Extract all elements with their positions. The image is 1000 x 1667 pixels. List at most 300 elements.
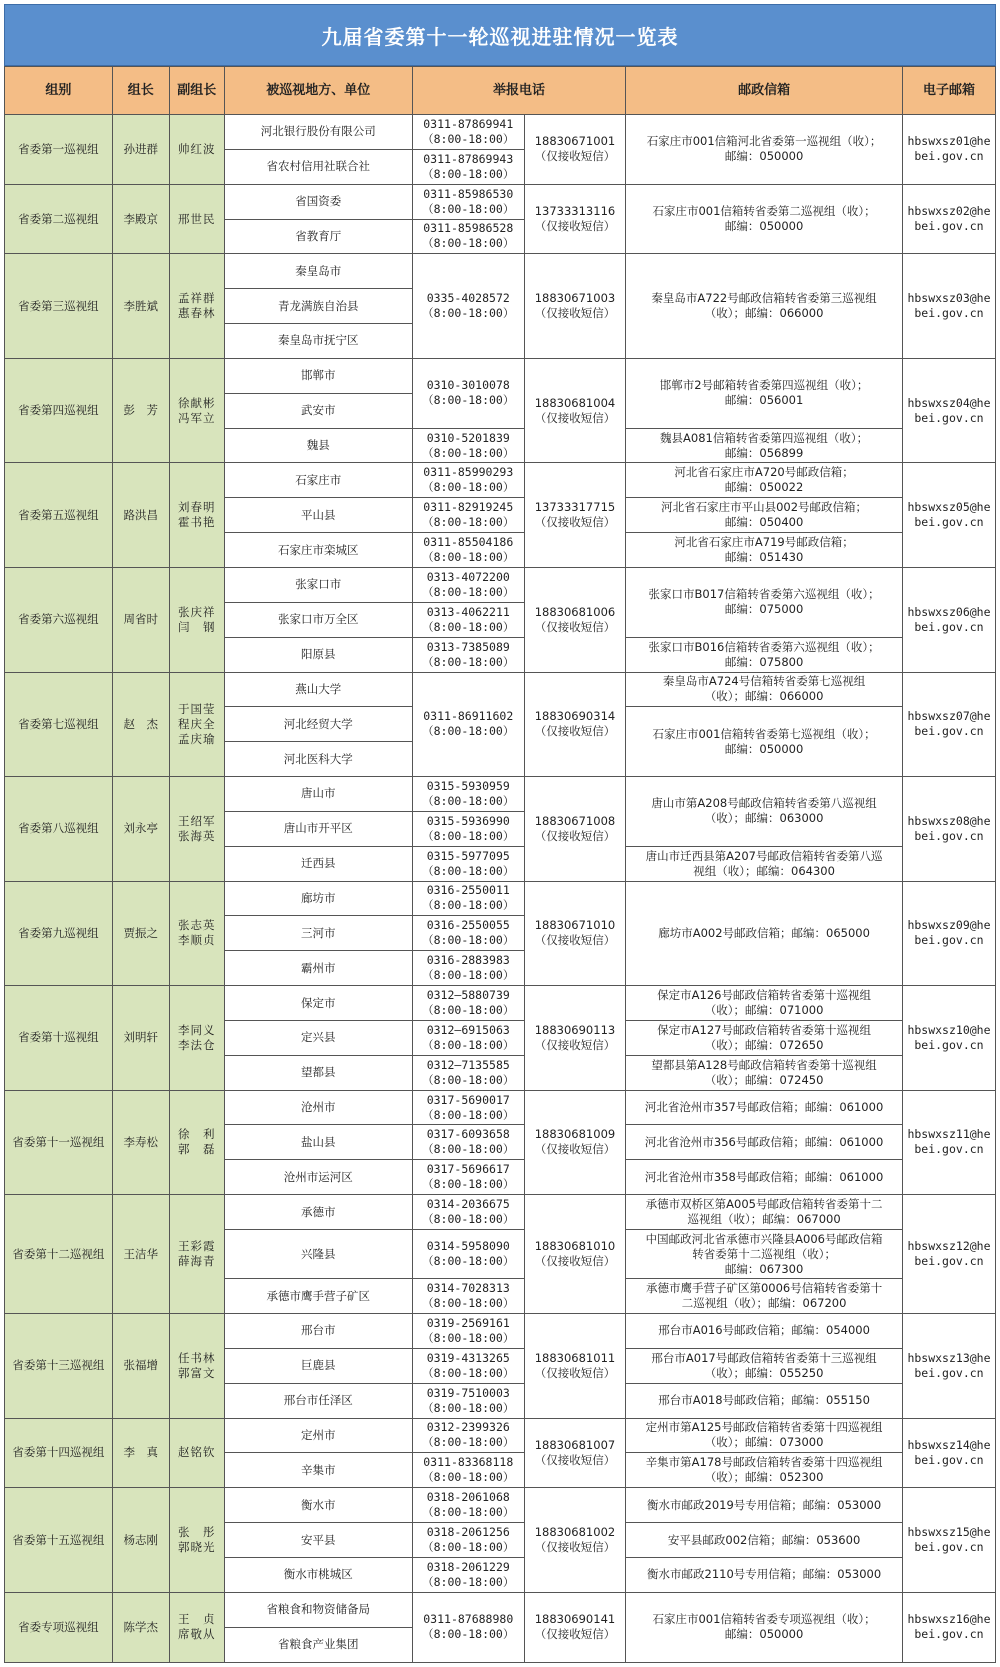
table-row bbox=[5, 1418, 996, 1453]
report-phone bbox=[412, 1160, 524, 1195]
report-phone bbox=[412, 428, 524, 463]
postal-box bbox=[626, 707, 903, 777]
postal-box bbox=[626, 498, 903, 533]
text-line: （8:00-18:00） bbox=[422, 584, 515, 599]
sms-phone bbox=[524, 1592, 625, 1662]
inspected-unit: 邢台市任泽区 bbox=[224, 1383, 412, 1418]
text-line: 于国莹 bbox=[178, 701, 216, 716]
report-phone bbox=[412, 846, 524, 881]
email-address[interactable]: hbswxsz03@hebei.gov.cn bbox=[902, 254, 995, 359]
text-line: 18830681009 bbox=[534, 1127, 616, 1142]
text-line: 二巡视组（收）；邮编：067200 bbox=[681, 1296, 847, 1311]
text-line: 河北省石家庄市A720号邮政信箱； bbox=[674, 465, 854, 480]
email-address[interactable]: hbswxsz05@hebei.gov.cn bbox=[902, 463, 995, 568]
inspected-unit: 武安市 bbox=[224, 393, 412, 428]
text-line: 郭晓光 bbox=[178, 1540, 216, 1555]
postal-box bbox=[626, 672, 903, 707]
email-address[interactable]: hbswxsz02@hebei.gov.cn bbox=[902, 184, 995, 254]
text-line: 定州市第A125号邮政信箱转省委第十四巡视组 bbox=[645, 1420, 883, 1435]
text-line: 张志英 bbox=[178, 918, 216, 933]
text-line: 邢台市A018号邮政信箱；邮编：055150 bbox=[658, 1393, 870, 1408]
inspected-unit: 邯郸市 bbox=[224, 358, 412, 393]
text-line: 0310-3010078 bbox=[426, 378, 510, 393]
table-row bbox=[5, 1488, 996, 1523]
text-line: （仅接收短信） bbox=[534, 933, 616, 948]
text-line: 秦皇岛市A722号邮政信箱转省委第三巡视组 bbox=[651, 291, 877, 306]
postal-box bbox=[626, 1383, 903, 1418]
text-line: （8:00-18:00） bbox=[422, 131, 515, 146]
text-line: （8:00-18:00） bbox=[422, 445, 515, 460]
email-address[interactable]: hbswxsz09@hebei.gov.cn bbox=[902, 881, 995, 986]
inspected-unit: 承德市 bbox=[224, 1195, 412, 1230]
text-line: 石家庄市001信箱转省委第二巡视组（收）； bbox=[652, 204, 876, 219]
report-phone bbox=[412, 498, 524, 533]
text-line: 张家口市B016信箱转省委第六巡视组（收）； bbox=[648, 639, 880, 654]
text-line: （8:00-18:00） bbox=[422, 1296, 515, 1311]
text-line: 0313-7385089 bbox=[426, 639, 510, 654]
text-line: 0319-2569161 bbox=[426, 1315, 510, 1330]
table-row bbox=[5, 672, 996, 707]
group-leader: 贾振之 bbox=[112, 881, 169, 986]
text-line: （仅接收短信） bbox=[534, 515, 616, 530]
text-line: （收）；邮编：073000 bbox=[704, 1435, 824, 1450]
postal-box bbox=[626, 1453, 903, 1488]
report-phone bbox=[412, 567, 524, 602]
group-name: 省委第十一巡视组 bbox=[5, 1090, 113, 1195]
text-line: （仅接收短信） bbox=[534, 149, 616, 164]
text-line: （8:00-18:00） bbox=[422, 480, 515, 495]
text-line: （仅接收短信） bbox=[534, 828, 616, 843]
text-line: （收）；邮编：066000 bbox=[704, 689, 824, 704]
report-phone bbox=[412, 358, 524, 428]
email-address[interactable]: hbswxsz01@hebei.gov.cn bbox=[902, 115, 995, 185]
text-line: 18830671001 bbox=[534, 134, 616, 149]
text-line: 王 贞 bbox=[178, 1612, 216, 1627]
email-address[interactable]: hbswxsz07@hebei.gov.cn bbox=[902, 672, 995, 777]
text-line: 0312-2399326 bbox=[426, 1420, 510, 1435]
text-line: 0316-2550011 bbox=[426, 883, 510, 898]
text-line: 邮编：050022 bbox=[724, 480, 804, 495]
header-group: 组别 bbox=[5, 67, 113, 115]
text-line: 邮编：050000 bbox=[724, 1627, 804, 1642]
text-line: （8:00-18:00） bbox=[422, 898, 515, 913]
text-line: （8:00-18:00） bbox=[422, 1003, 515, 1018]
text-line: 保定市A126号邮政信箱转省委第十巡视组 bbox=[657, 988, 871, 1003]
text-line: 李顺贞 bbox=[178, 933, 216, 948]
postal-box bbox=[626, 1230, 903, 1279]
report-phone bbox=[412, 1020, 524, 1055]
postal-box bbox=[626, 637, 903, 672]
text-line: 衡水市邮政2110号专用信箱；邮编：053000 bbox=[647, 1567, 882, 1582]
text-line: 0311-83368118 bbox=[423, 1455, 514, 1470]
text-line: 河北省沧州市356号邮政信箱；邮编：061000 bbox=[644, 1134, 884, 1149]
text-line: （8:00-18:00） bbox=[422, 793, 515, 808]
report-phone bbox=[412, 1488, 524, 1523]
postal-box bbox=[626, 1090, 903, 1125]
group-leader: 刘明轩 bbox=[112, 986, 169, 1091]
text-line: 河北省沧州市358号邮政信箱；邮编：061000 bbox=[644, 1169, 884, 1184]
text-line: （8:00-18:00） bbox=[422, 1072, 515, 1087]
table-row bbox=[5, 1592, 996, 1627]
text-line: 衡水市邮政2019号专用信箱；邮编：053000 bbox=[647, 1497, 882, 1512]
text-line: 0311-85986528 bbox=[423, 221, 514, 236]
email-address[interactable]: hbswxsz11@hebei.gov.cn bbox=[902, 1090, 995, 1195]
group-leader: 彭 芳 bbox=[112, 358, 169, 463]
report-phone bbox=[412, 637, 524, 672]
postal-box bbox=[626, 428, 903, 463]
text-line: （8:00-18:00） bbox=[422, 1505, 515, 1520]
text-line: （8:00-18:00） bbox=[422, 306, 515, 321]
group-leader: 张福增 bbox=[112, 1314, 169, 1419]
text-line: 中国邮政河北省承德市兴隆县A006号邮政信箱 bbox=[645, 1231, 883, 1246]
group-deputies bbox=[169, 115, 224, 185]
group-leader: 李 真 bbox=[112, 1418, 169, 1488]
report-phone bbox=[412, 916, 524, 951]
text-line: 赵铭钦 bbox=[178, 1445, 216, 1460]
report-phone bbox=[412, 1348, 524, 1383]
text-line: 0319-4313265 bbox=[426, 1350, 510, 1365]
text-line: （8:00-18:00） bbox=[422, 1212, 515, 1227]
group-leader: 王洁华 bbox=[112, 1195, 169, 1314]
text-line: （8:00-18:00） bbox=[422, 1400, 515, 1415]
report-phone bbox=[412, 1383, 524, 1418]
postal-box bbox=[626, 846, 903, 881]
text-line: 0316-2550055 bbox=[426, 918, 510, 933]
postal-box bbox=[626, 1418, 903, 1453]
text-line: （8:00-18:00） bbox=[422, 619, 515, 634]
table-row bbox=[5, 1090, 996, 1125]
group-name: 省委第十四巡视组 bbox=[5, 1418, 113, 1488]
table-row bbox=[5, 184, 996, 219]
text-line: 王彩霞 bbox=[178, 1239, 216, 1254]
text-line: 0315-5977095 bbox=[426, 848, 510, 863]
inspected-unit: 省农村信用社联合社 bbox=[224, 149, 412, 184]
inspected-unit: 石家庄市栾城区 bbox=[224, 533, 412, 568]
text-line: 邮编：050400 bbox=[724, 515, 804, 530]
group-deputies bbox=[169, 567, 224, 672]
text-line: （8:00-18:00） bbox=[422, 1107, 515, 1122]
group-name: 省委第九巡视组 bbox=[5, 881, 113, 986]
group-name: 省委第二巡视组 bbox=[5, 184, 113, 254]
inspected-unit: 省粮食和物资储备局 bbox=[224, 1592, 412, 1627]
text-line: 0314-5958090 bbox=[426, 1239, 510, 1254]
text-line: （仅接收短信） bbox=[534, 1540, 616, 1555]
group-leader: 周省时 bbox=[112, 567, 169, 672]
text-line: 秦皇岛市A724号信箱转省委第七巡视组 bbox=[662, 674, 866, 689]
email-address[interactable]: hbswxsz13@hebei.gov.cn bbox=[902, 1314, 995, 1419]
inspected-unit: 沧州市 bbox=[224, 1090, 412, 1125]
text-line: （8:00-18:00） bbox=[422, 1470, 515, 1485]
table-row bbox=[5, 567, 996, 602]
group-deputies bbox=[169, 1195, 224, 1314]
text-line: 邮编：050000 bbox=[724, 149, 804, 164]
group-deputies bbox=[169, 986, 224, 1091]
text-line: 0318-2061256 bbox=[426, 1525, 510, 1540]
sms-phone bbox=[524, 777, 625, 882]
inspected-unit: 望都县 bbox=[224, 1055, 412, 1090]
group-leader: 李殿京 bbox=[112, 184, 169, 254]
header-row bbox=[5, 67, 996, 115]
text-line: 18830681004 bbox=[534, 395, 616, 410]
text-line: （8:00-18:00） bbox=[422, 550, 515, 565]
text-line: 石家庄市001信箱河北省委第一巡视组（收）； bbox=[646, 134, 882, 149]
text-line: 0311-85990293 bbox=[423, 465, 514, 480]
group-name: 省委第六巡视组 bbox=[5, 567, 113, 672]
text-line: 0335-4028572 bbox=[426, 291, 510, 306]
text-line: 邢世民 bbox=[178, 211, 216, 226]
text-line: 0312—6915063 bbox=[426, 1022, 510, 1037]
text-line: （仅接收短信） bbox=[534, 724, 616, 739]
text-line: 18830671010 bbox=[534, 918, 616, 933]
text-line: 18830681010 bbox=[534, 1239, 616, 1254]
postal-box bbox=[626, 567, 903, 637]
text-line: （8:00-18:00） bbox=[422, 166, 515, 181]
inspected-unit: 张家口市 bbox=[224, 567, 412, 602]
email-address[interactable]: hbswxsz06@hebei.gov.cn bbox=[902, 567, 995, 672]
postal-box bbox=[626, 463, 903, 498]
table-row bbox=[5, 777, 996, 812]
text-line: 0311-87869943 bbox=[423, 151, 514, 166]
text-line: 唐山市第A208号邮政信箱转省委第八巡视组 bbox=[651, 796, 877, 811]
inspected-unit: 秦皇岛市 bbox=[224, 254, 412, 289]
inspected-unit: 魏县 bbox=[224, 428, 412, 463]
postal-box bbox=[626, 1488, 903, 1523]
text-line: （8:00-18:00） bbox=[422, 933, 515, 948]
sms-phone bbox=[524, 1314, 625, 1419]
sms-phone bbox=[524, 567, 625, 672]
text-line: 0318-2061068 bbox=[426, 1490, 510, 1505]
text-line: 18830690314 bbox=[534, 709, 616, 724]
text-line: 0313-4062211 bbox=[426, 604, 510, 619]
postal-box bbox=[626, 1348, 903, 1383]
sms-phone bbox=[524, 1488, 625, 1593]
report-phone bbox=[412, 672, 524, 777]
text-line: 郭 磊 bbox=[178, 1142, 216, 1157]
text-line: （仅接收短信） bbox=[534, 219, 616, 234]
table-row bbox=[5, 115, 996, 150]
text-line: （8:00-18:00） bbox=[422, 1254, 515, 1269]
header-leader: 组长 bbox=[112, 67, 169, 115]
email-address[interactable]: hbswxsz15@hebei.gov.cn bbox=[902, 1488, 995, 1593]
inspected-unit: 唐山市开平区 bbox=[224, 811, 412, 846]
text-line: 张 彤 bbox=[178, 1525, 216, 1540]
text-line: 18830690113 bbox=[534, 1022, 616, 1037]
text-line: （收）；邮编：052300 bbox=[704, 1470, 824, 1485]
inspected-unit: 廊坊市 bbox=[224, 881, 412, 916]
text-line: （8:00-18:00） bbox=[422, 1177, 515, 1192]
header-post: 邮政信箱 bbox=[626, 67, 903, 115]
group-leader: 李胜斌 bbox=[112, 254, 169, 359]
text-line: 18830671008 bbox=[534, 813, 616, 828]
email-address[interactable]: hbswxsz14@hebei.gov.cn bbox=[902, 1418, 995, 1488]
postal-box bbox=[626, 777, 903, 847]
text-line: 18830681006 bbox=[534, 604, 616, 619]
text-line: 王绍军 bbox=[178, 813, 216, 828]
group-deputies bbox=[169, 1314, 224, 1419]
email-address[interactable]: hbswxsz10@hebei.gov.cn bbox=[902, 986, 995, 1091]
text-line: 18830690141 bbox=[534, 1612, 616, 1627]
group-deputies bbox=[169, 777, 224, 882]
text-line: （8:00-18:00） bbox=[422, 1435, 515, 1450]
text-line: 0313-4072200 bbox=[426, 569, 510, 584]
text-line: 任书林 bbox=[178, 1350, 216, 1365]
sms-phone bbox=[524, 1090, 625, 1195]
postal-box bbox=[626, 1314, 903, 1349]
inspected-unit: 张家口市万全区 bbox=[224, 602, 412, 637]
text-line: 邮编：075800 bbox=[724, 654, 804, 669]
report-phone bbox=[412, 1523, 524, 1558]
inspected-unit: 河北银行股份有限公司 bbox=[224, 115, 412, 150]
text-line: （8:00-18:00） bbox=[422, 968, 515, 983]
inspected-unit: 霸州市 bbox=[224, 951, 412, 986]
group-deputies bbox=[169, 672, 224, 777]
text-line: 石家庄市001信箱转省委第七巡视组（收）； bbox=[652, 726, 876, 741]
postal-box bbox=[626, 1279, 903, 1314]
text-line: 闫 钢 bbox=[178, 619, 216, 634]
report-phone bbox=[412, 533, 524, 568]
group-leader: 李寿松 bbox=[112, 1090, 169, 1195]
table-row bbox=[5, 254, 996, 289]
email-address[interactable]: hbswxsz04@hebei.gov.cn bbox=[902, 358, 995, 463]
text-line: 0311-85504186 bbox=[423, 535, 514, 550]
report-phone bbox=[412, 777, 524, 812]
text-line: 13733317715 bbox=[534, 500, 616, 515]
table-row bbox=[5, 986, 996, 1021]
report-phone bbox=[412, 1592, 524, 1662]
postal-box bbox=[626, 1125, 903, 1160]
table-row bbox=[5, 358, 996, 393]
group-name: 省委第十三巡视组 bbox=[5, 1314, 113, 1419]
group-leader: 杨志刚 bbox=[112, 1488, 169, 1593]
inspected-unit: 唐山市 bbox=[224, 777, 412, 812]
text-line: （8:00-18:00） bbox=[422, 1574, 515, 1589]
text-line: 邮编：056899 bbox=[724, 445, 804, 460]
postal-box bbox=[626, 1557, 903, 1592]
report-phone bbox=[412, 1230, 524, 1279]
postal-box bbox=[626, 1055, 903, 1090]
report-phone bbox=[412, 184, 524, 219]
inspected-unit: 承德市鹰手营子矿区 bbox=[224, 1279, 412, 1314]
sms-phone bbox=[524, 881, 625, 986]
sms-phone bbox=[524, 184, 625, 254]
inspected-unit: 定州市 bbox=[224, 1418, 412, 1453]
text-line: 帅红波 bbox=[178, 141, 216, 156]
text-line: 李法仓 bbox=[178, 1037, 216, 1052]
text-line: 18830681002 bbox=[534, 1525, 616, 1540]
group-name: 省委专项巡视组 bbox=[5, 1592, 113, 1662]
header-deputy: 副组长 bbox=[169, 67, 224, 115]
text-line: 承德市鹰手营子矿区第0006号信箱转省委第十 bbox=[645, 1281, 883, 1296]
page-title: 九届省委第十一轮巡视进驻情况一览表 bbox=[4, 4, 996, 66]
text-line: 薛海青 bbox=[178, 1254, 216, 1269]
email-address[interactable]: hbswxsz08@hebei.gov.cn bbox=[902, 777, 995, 882]
text-line: 邮编：067300 bbox=[724, 1261, 804, 1276]
text-line: 河北省沧州市357号邮政信箱；邮编：061000 bbox=[644, 1100, 884, 1115]
report-phone bbox=[412, 986, 524, 1021]
group-leader: 孙进群 bbox=[112, 115, 169, 185]
group-leader: 刘永亭 bbox=[112, 777, 169, 882]
group-deputies bbox=[169, 881, 224, 986]
text-line: （收）；邮编：072650 bbox=[704, 1037, 824, 1052]
text-line: 0312—5880739 bbox=[426, 988, 510, 1003]
group-deputies bbox=[169, 463, 224, 568]
group-deputies bbox=[169, 1488, 224, 1593]
text-line: （仅接收短信） bbox=[534, 1627, 616, 1642]
report-phone bbox=[412, 1314, 524, 1349]
group-name: 省委第八巡视组 bbox=[5, 777, 113, 882]
report-phone bbox=[412, 1055, 524, 1090]
group-name: 省委第五巡视组 bbox=[5, 463, 113, 568]
text-line: （仅接收短信） bbox=[534, 306, 616, 321]
text-line: 巡视组（收）；邮编：067000 bbox=[687, 1212, 841, 1227]
inspected-unit: 省教育厅 bbox=[224, 219, 412, 254]
text-line: 0312—7135585 bbox=[426, 1057, 510, 1072]
inspected-unit: 保定市 bbox=[224, 986, 412, 1021]
text-line: 邢台市A016号邮政信箱；邮编：054000 bbox=[658, 1323, 870, 1338]
report-phone bbox=[412, 811, 524, 846]
text-line: 河北省石家庄市A719号邮政信箱； bbox=[674, 535, 854, 550]
report-phone bbox=[412, 219, 524, 254]
text-line: 0318-2061229 bbox=[426, 1559, 510, 1574]
report-phone bbox=[412, 115, 524, 150]
report-phone bbox=[412, 951, 524, 986]
text-line: 18830671003 bbox=[534, 291, 616, 306]
text-line: 0311-85986530 bbox=[423, 186, 514, 201]
group-leader: 赵 杰 bbox=[112, 672, 169, 777]
inspected-unit: 兴隆县 bbox=[224, 1230, 412, 1279]
inspected-unit: 定兴县 bbox=[224, 1020, 412, 1055]
header-email: 电子邮箱 bbox=[902, 67, 995, 115]
sms-phone bbox=[524, 358, 625, 463]
text-line: （8:00-18:00） bbox=[422, 1037, 515, 1052]
text-line: 0317-5690017 bbox=[426, 1092, 510, 1107]
report-phone bbox=[412, 881, 524, 916]
text-line: 徐献彬 bbox=[178, 395, 216, 410]
inspected-unit: 平山县 bbox=[224, 498, 412, 533]
text-line: （收）；邮编：072450 bbox=[704, 1072, 824, 1087]
text-line: （8:00-18:00） bbox=[422, 1627, 515, 1642]
inspected-unit: 河北医科大学 bbox=[224, 742, 412, 777]
inspected-unit: 辛集市 bbox=[224, 1453, 412, 1488]
group-name: 省委第十二巡视组 bbox=[5, 1195, 113, 1314]
text-line: 孟庆瑜 bbox=[178, 731, 216, 746]
report-phone bbox=[412, 1125, 524, 1160]
sms-phone bbox=[524, 1195, 625, 1314]
text-line: 李同义 bbox=[178, 1022, 216, 1037]
text-line: （8:00-18:00） bbox=[422, 1365, 515, 1380]
text-line: 0311-86911602 bbox=[423, 709, 514, 724]
postal-box bbox=[626, 254, 903, 359]
text-line: 邮编：075000 bbox=[724, 602, 804, 617]
text-line: 河北省石家庄市平山县002号邮政信箱； bbox=[661, 500, 868, 515]
text-line: （收）；邮编：055250 bbox=[704, 1365, 824, 1380]
report-phone bbox=[412, 149, 524, 184]
report-phone bbox=[412, 1418, 524, 1453]
text-line: （8:00-18:00） bbox=[422, 724, 515, 739]
text-line: （仅接收短信） bbox=[534, 1365, 616, 1380]
table-row bbox=[5, 881, 996, 916]
email-address[interactable]: hbswxsz16@hebei.gov.cn bbox=[902, 1592, 995, 1662]
inspected-unit: 衡水市 bbox=[224, 1488, 412, 1523]
email-address[interactable]: hbswxsz12@hebei.gov.cn bbox=[902, 1195, 995, 1314]
text-line: 13733313116 bbox=[534, 204, 616, 219]
group-deputies bbox=[169, 254, 224, 359]
report-phone bbox=[412, 1090, 524, 1125]
text-line: （收）；邮编：071000 bbox=[704, 1003, 824, 1018]
group-leader: 陈学杰 bbox=[112, 1592, 169, 1662]
text-line: 18830681007 bbox=[534, 1437, 616, 1452]
text-line: （8:00-18:00） bbox=[422, 1540, 515, 1555]
